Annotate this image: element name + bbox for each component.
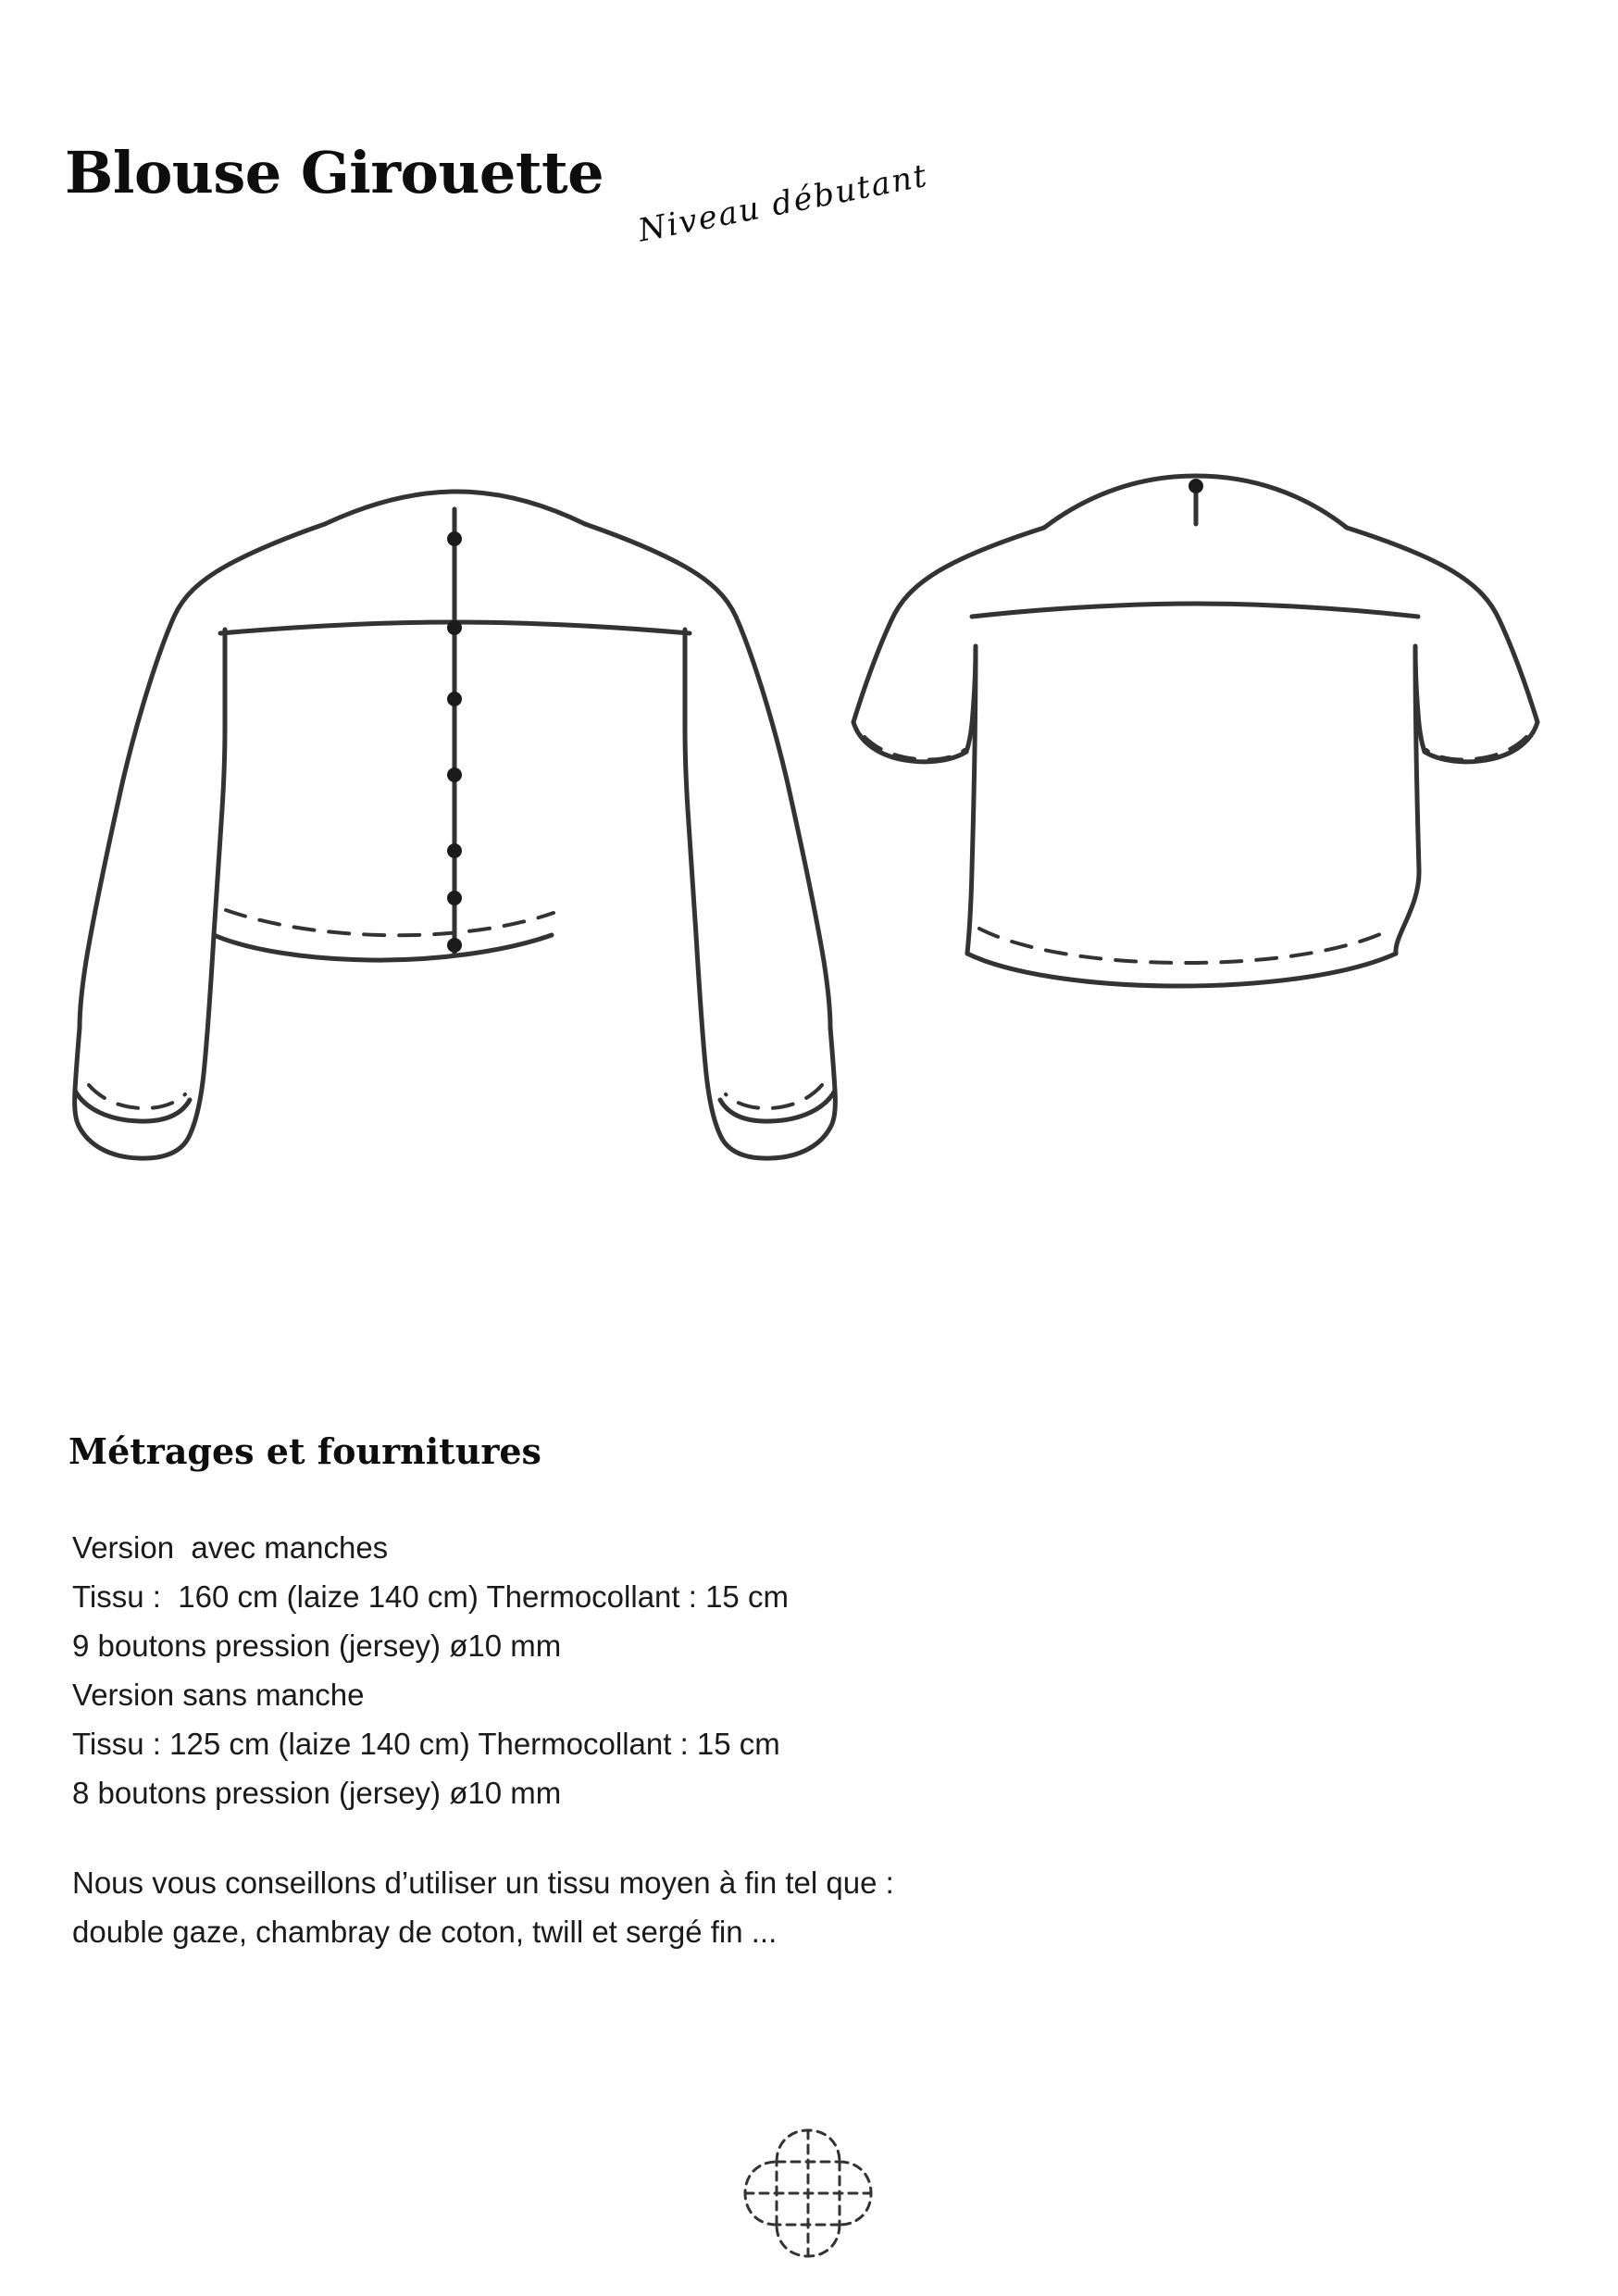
blouse-back-short-sleeves-technical-drawing [853, 476, 1537, 986]
technical-drawings [0, 435, 1618, 1389]
paragraph-spacer [72, 1817, 1461, 1858]
back-snap-button [1189, 479, 1203, 493]
supplies-line: Version sans manche [72, 1678, 365, 1712]
advice-line: Nous vous conseillons d’utiliser un tissu moyen à fin tel que : [72, 1866, 894, 1900]
supplies-heading: Métrages et fournitures [68, 1430, 541, 1472]
supplies-line: 8 boutons pression (jersey) ø10 mm [72, 1776, 562, 1810]
blouse-front-long-sleeves-technical-drawing [75, 492, 836, 1158]
quatrefoil-dashed-motif [721, 2106, 897, 2282]
page-subtitle: Niveau débutant [635, 156, 931, 250]
supplies-line: Tissu : 125 cm (laize 140 cm) Thermocollant : 15 cm [72, 1727, 780, 1761]
page-title: Blouse Girouette [65, 139, 604, 206]
supplies-line: Tissu : 160 cm (laize 140 cm) Thermocollant : 15 cm [72, 1579, 789, 1614]
supplies-line: 9 boutons pression (jersey) ø10 mm [72, 1628, 562, 1663]
supplies-line: Version avec manches [72, 1530, 389, 1565]
supplies-body [72, 1523, 1461, 1956]
advice-line: double gaze, chambray de coton, twill et sergé fin ... [72, 1915, 778, 1949]
